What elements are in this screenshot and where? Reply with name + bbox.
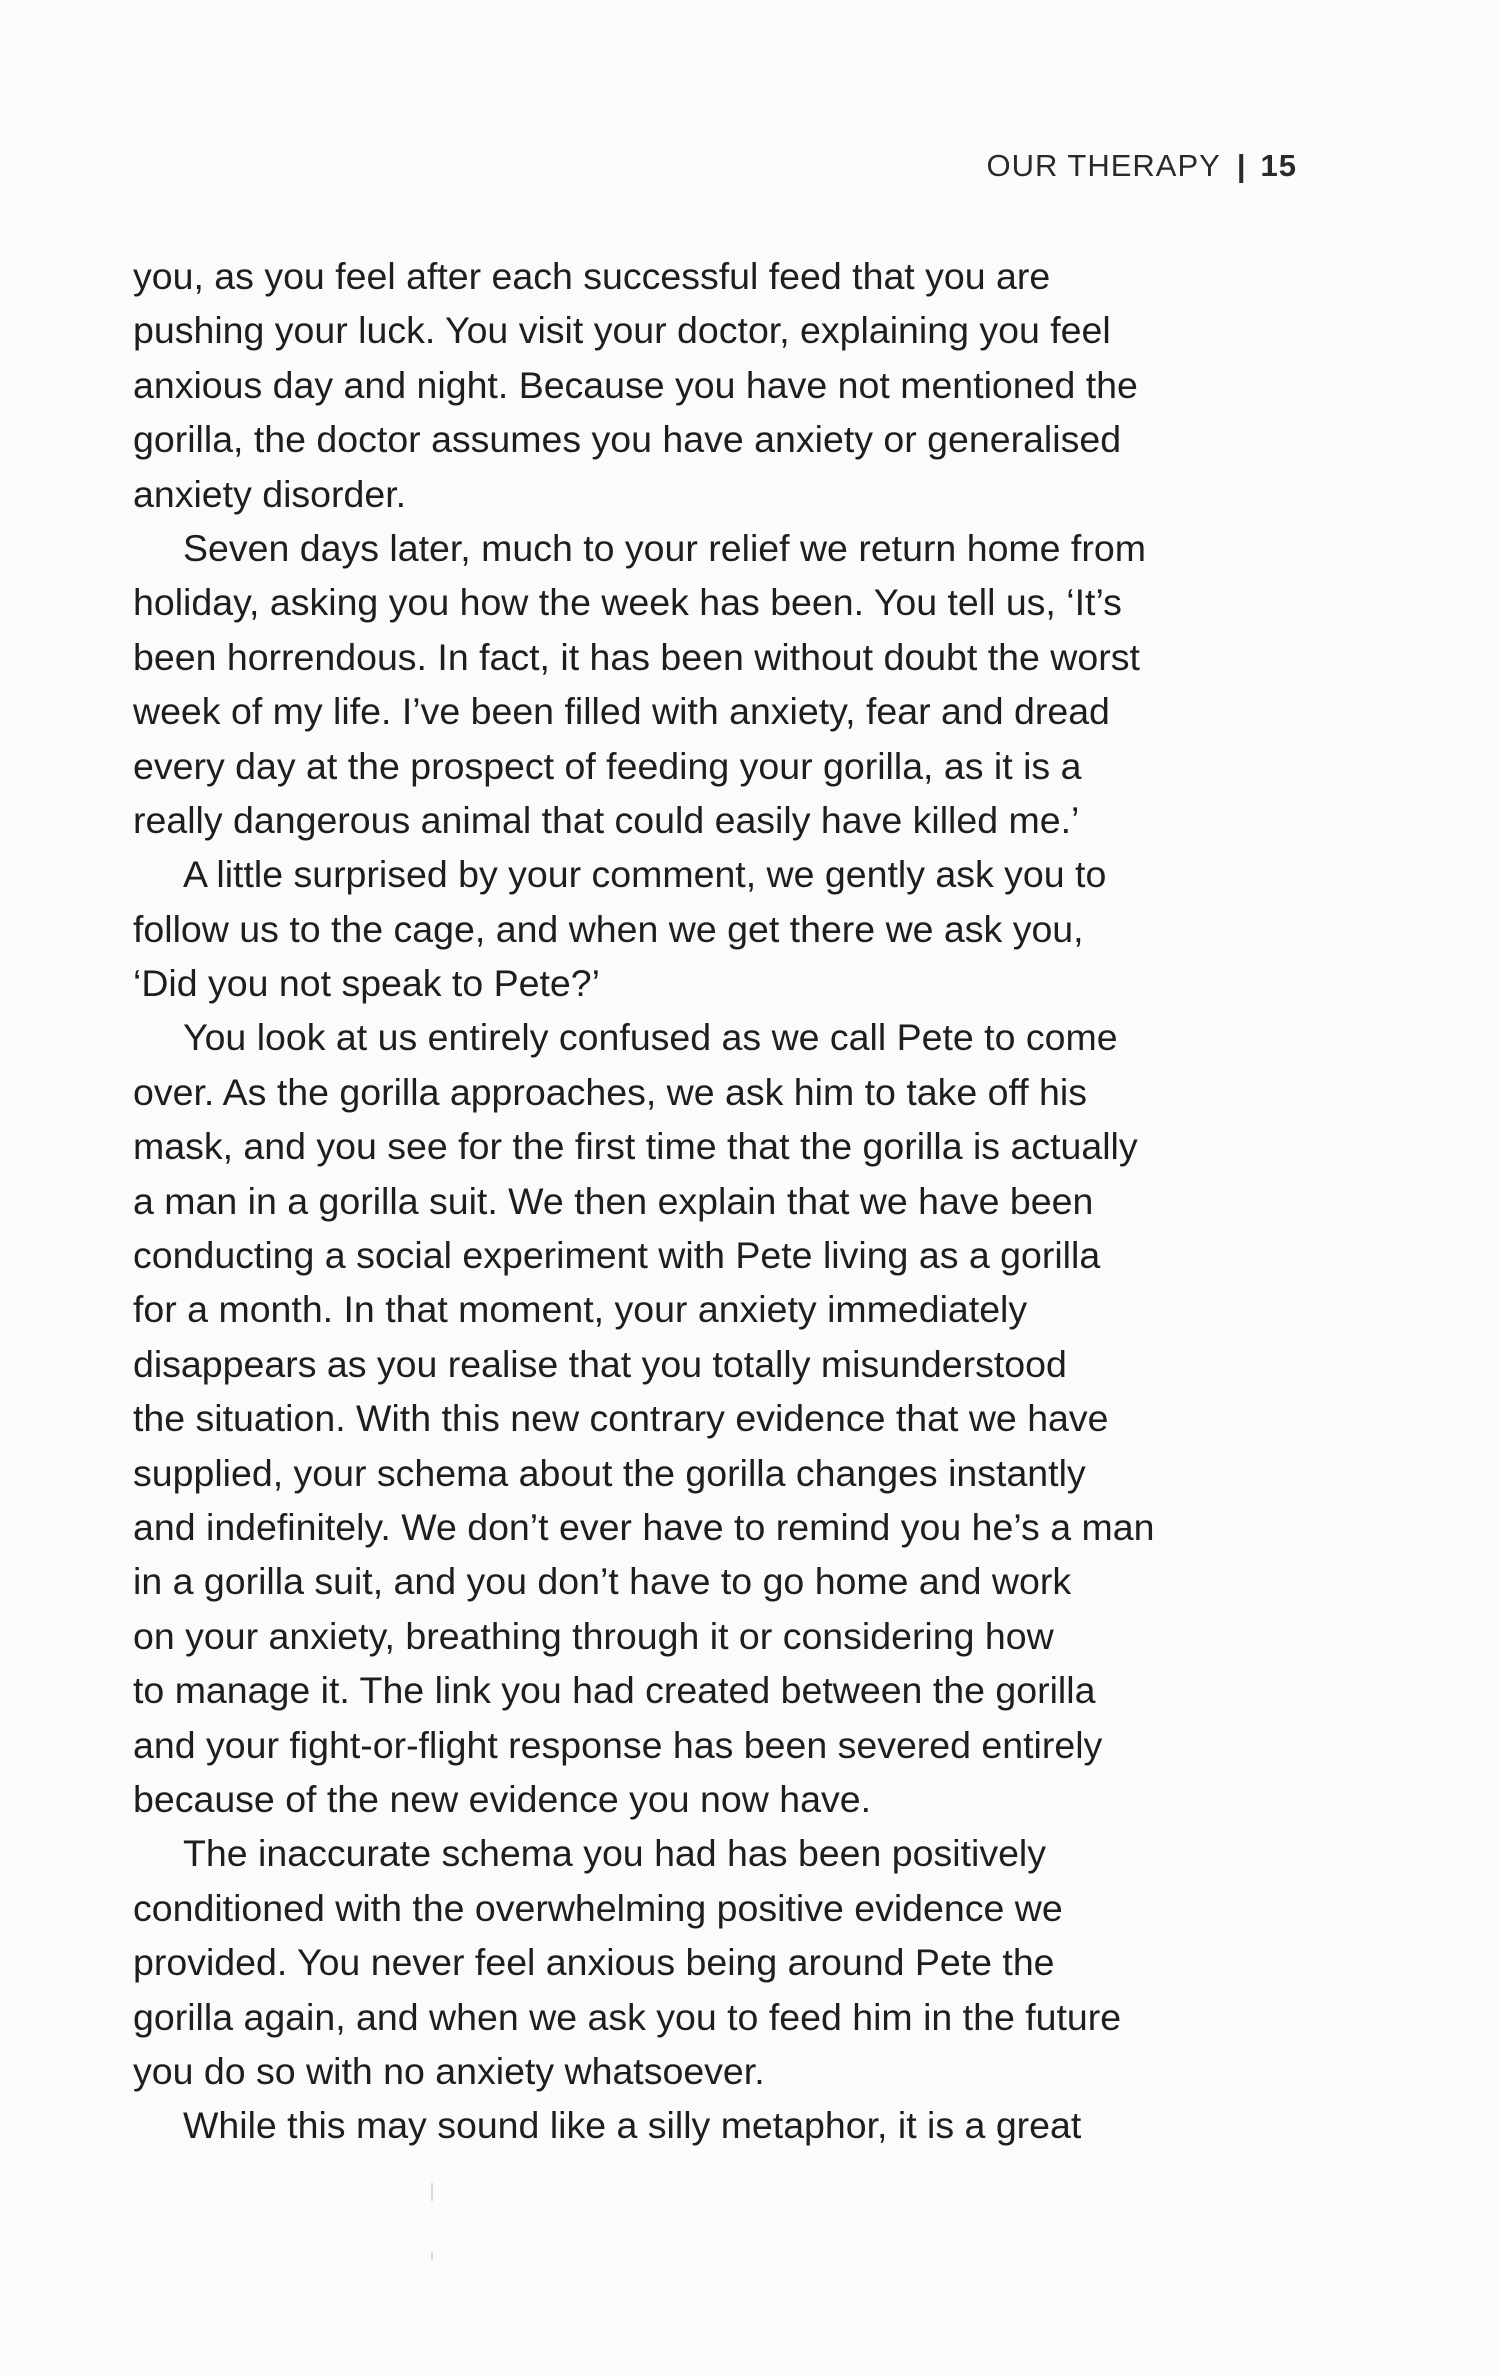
text-line: to manage it. The link you had created between the gorilla <box>133 1669 1096 1712</box>
text-line: pushing your luck. You visit your doctor, explaining you feel <box>133 309 1111 352</box>
text-line: holiday, asking you how the week has been. You tell us, ‘It’s <box>133 581 1122 624</box>
page-number: 15 <box>1260 148 1297 183</box>
scan-artifact-mark <box>431 2183 433 2201</box>
paragraph-first-line: The inaccurate schema you had has been positively <box>183 1832 1047 1875</box>
text-line: really dangerous animal that could easily have killed me.’ <box>133 798 1080 841</box>
scan-artifact-mark <box>431 2252 433 2260</box>
text-line: and indefinitely. We don’t ever have to remind you he’s a man <box>133 1505 1155 1548</box>
text-line: anxious day and night. Because you have not mentioned the <box>133 363 1138 406</box>
text-line: conducting a social experiment with Pete living as a gorilla <box>133 1234 1101 1277</box>
text-line: the situation. With this new contrary evidence that we have <box>133 1397 1109 1440</box>
text-line: anxiety disorder. <box>133 472 407 515</box>
text-line: and your fight-or-flight response has been severed entirely <box>133 1723 1103 1766</box>
text-line: been horrendous. In fact, it has been without doubt the worst <box>133 635 1140 678</box>
text-line: mask, and you see for the first time that the gorilla is actually <box>133 1125 1138 1168</box>
text-line: conditioned with the overwhelming positive evidence we <box>133 1886 1063 1929</box>
text-line: you do so with no anxiety whatsoever. <box>133 2049 765 2092</box>
text-line: ‘Did you not speak to Pete?’ <box>133 962 600 1005</box>
paragraph-first-line: While this may sound like a silly metaphor, it is a great <box>183 2104 1082 2147</box>
text-line: follow us to the cage, and when we get there we ask you, <box>133 907 1084 950</box>
text-line: supplied, your schema about the gorilla changes instantly <box>133 1451 1086 1494</box>
paragraph-first-line: A little surprised by your comment, we gently ask you to <box>183 853 1107 896</box>
text-line: gorilla again, and when we ask you to feed him in the future <box>133 1995 1122 2038</box>
paragraph-first-line: You look at us entirely confused as we call Pete to come <box>183 1016 1118 1059</box>
text-line: gorilla, the doctor assumes you have anxiety or generalised <box>133 418 1122 461</box>
text-line: week of my life. I’ve been filled with anxiety, fear and dread <box>133 690 1110 733</box>
chapter-title: OUR THERAPY <box>986 148 1221 183</box>
text-line: every day at the prospect of feeding your gorilla, as it is a <box>133 744 1082 787</box>
text-line: you, as you feel after each successful feed that you are <box>133 255 1051 297</box>
text-line: because of the new evidence you now have. <box>133 1777 872 1820</box>
body-text <box>133 249 1303 2153</box>
text-line: over. As the gorilla approaches, we ask him to take off his <box>133 1070 1087 1113</box>
text-line: in a gorilla suit, and you don’t have to go home and work <box>133 1560 1072 1603</box>
running-header <box>986 146 1297 186</box>
text-line: on your anxiety, breathing through it or considering how <box>133 1614 1054 1657</box>
paragraph-first-line: Seven days later, much to your relief we return home from <box>183 526 1146 569</box>
text-line: a man in a gorilla suit. We then explain that we have been <box>133 1179 1094 1222</box>
header-separator: | <box>1236 148 1247 183</box>
text-line: provided. You never feel anxious being around Pete the <box>133 1941 1055 1984</box>
text-line: for a month. In that moment, your anxiety immediately <box>133 1288 1028 1331</box>
text-line: disappears as you realise that you totally misunderstood <box>133 1342 1067 1385</box>
